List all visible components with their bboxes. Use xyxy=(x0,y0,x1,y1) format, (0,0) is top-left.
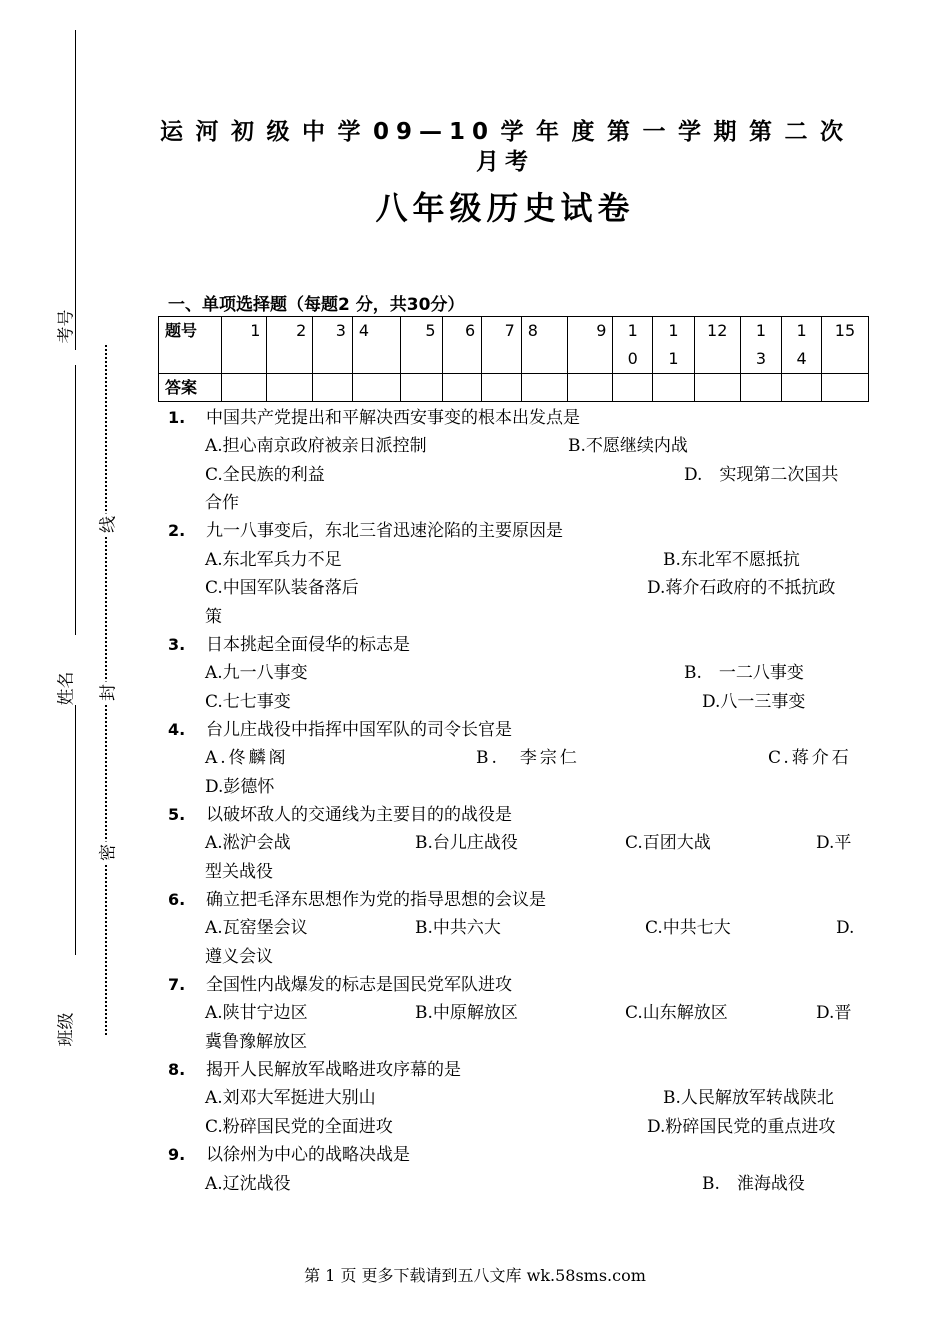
option-a: A.瓦窑堡会议 xyxy=(205,918,308,938)
question-number: 7. xyxy=(168,975,186,994)
question-number: 2. xyxy=(168,521,186,540)
answer-cell[interactable] xyxy=(567,374,613,402)
question-number: 1. xyxy=(168,408,186,427)
option-b: B.不愿继续内战 xyxy=(568,436,688,456)
question-number-row xyxy=(159,317,869,374)
answer-cell[interactable] xyxy=(442,374,482,402)
option-a: A.担心南京政府被亲日派控制 xyxy=(205,436,427,456)
section-heading: 一、单项选择题（每题2 分，共30分） xyxy=(168,295,465,315)
qnum-cell: 9 xyxy=(567,317,613,374)
option-d: D. 实现第二次国共 xyxy=(684,465,839,485)
option-d: D. xyxy=(836,918,855,938)
answer-cell[interactable] xyxy=(613,374,653,402)
question-number: 3. xyxy=(168,635,186,654)
question-number: 5. xyxy=(168,805,186,824)
qnum-cell: 2 xyxy=(267,317,313,374)
exam-title-line1: 运河初级中学09—10学年度第一学期第二次 xyxy=(160,119,850,145)
option-a: A.陕甘宁边区 xyxy=(205,1003,308,1023)
qnum-cell: 4 xyxy=(352,317,400,374)
qnum-cell: 1 0 xyxy=(613,317,653,374)
qnum-cell: 8 xyxy=(521,317,567,374)
answer-cell[interactable] xyxy=(221,374,267,402)
exam-no-label: 考号 xyxy=(56,309,77,344)
option-d: D.晋 xyxy=(816,1003,852,1023)
margin-line-bottom xyxy=(75,705,76,955)
answer-header: 答案 xyxy=(159,374,222,402)
exam-main-title: 八年级历史试卷 xyxy=(375,189,635,227)
question-text: 确立把毛泽东思想作为党的指导思想的会议是 xyxy=(206,890,546,910)
question-text: 以破坏敌人的交通线为主要目的的战役是 xyxy=(206,805,512,825)
option-wrap: 冀鲁豫解放区 xyxy=(205,1032,307,1052)
option-wrap: 型关战役 xyxy=(205,862,273,882)
answer-cell[interactable] xyxy=(400,374,442,402)
option-a: A.淞沪会战 xyxy=(205,833,291,853)
answer-cell[interactable] xyxy=(313,374,353,402)
option-wrap: 遵义会议 xyxy=(205,947,273,967)
question-number: 9. xyxy=(168,1145,186,1164)
qnum-cell: 1 1 xyxy=(653,317,695,374)
qnum-cell: 1 4 xyxy=(782,317,822,374)
qnum-cell: 15 xyxy=(821,317,868,374)
option-b: B.台儿庄战役 xyxy=(415,833,518,853)
question-text: 以徐州为中心的战略决战是 xyxy=(206,1145,410,1165)
option-c: C.蒋介石 xyxy=(768,748,852,768)
seal-line-label: 线 xyxy=(94,514,119,536)
seal-seal-label: 封 xyxy=(94,682,119,704)
class-label: 班级 xyxy=(56,1012,77,1047)
qnum-cell: 1 3 xyxy=(740,317,782,374)
page-footer: 第 1 页 更多下载请到五八文库 wk.58sms.com xyxy=(304,1266,646,1285)
answer-cell[interactable] xyxy=(521,374,567,402)
margin-line-top xyxy=(75,30,76,350)
option-c: C.中共七大 xyxy=(645,918,731,938)
question-text: 台儿庄战役中指挥中国军队的司令长官是 xyxy=(206,720,512,740)
option-a: A.东北军兵力不足 xyxy=(205,550,342,570)
answer-cell[interactable] xyxy=(740,374,782,402)
answer-row xyxy=(159,374,869,402)
option-a: A.辽沈战役 xyxy=(205,1174,291,1194)
answer-cell[interactable] xyxy=(694,374,740,402)
question-text: 揭开人民解放军战略进攻序幕的是 xyxy=(206,1060,461,1080)
option-c: C.中国军队装备落后 xyxy=(205,578,359,598)
answer-cell[interactable] xyxy=(782,374,822,402)
option-a: A.九一八事变 xyxy=(205,663,308,683)
answer-cell[interactable] xyxy=(267,374,313,402)
option-b: B. 一二八事变 xyxy=(684,663,804,683)
name-label: 姓名 xyxy=(56,671,77,706)
qnum-cell: 6 xyxy=(442,317,482,374)
question-text: 九一八事变后，东北三省迅速沦陷的主要原因是 xyxy=(206,521,563,541)
answer-cell[interactable] xyxy=(482,374,522,402)
option-d: D.八一三事变 xyxy=(702,692,806,712)
qnum-cell: 7 xyxy=(482,317,522,374)
option-b: B.人民解放军转战陕北 xyxy=(663,1088,834,1108)
option-c: C.粉碎国民党的全面进攻 xyxy=(205,1117,393,1137)
option-wrap: 策 xyxy=(205,607,222,627)
qnum-cell: 12 xyxy=(694,317,740,374)
option-b: B.东北军不愿抵抗 xyxy=(663,550,800,570)
option-c: C.全民族的利益 xyxy=(205,465,325,485)
qnum-cell: 3 xyxy=(313,317,353,374)
option-b: B.中原解放区 xyxy=(415,1003,518,1023)
question-number: 6. xyxy=(168,890,186,909)
option-a: A.佟麟阁 xyxy=(205,748,289,768)
answer-cell[interactable] xyxy=(653,374,695,402)
option-d: D.粉碎国民党的重点进攻 xyxy=(647,1117,836,1137)
option-wrap: 合作 xyxy=(205,493,239,513)
qnum-cell: 1 xyxy=(221,317,267,374)
option-c: C.百团大战 xyxy=(625,833,711,853)
option-d: D.平 xyxy=(816,833,852,853)
option-c: C.七七事变 xyxy=(205,692,291,712)
answer-table xyxy=(158,316,869,402)
question-number-header: 题号 xyxy=(159,317,222,374)
question-text: 日本挑起全面侵华的标志是 xyxy=(206,635,410,655)
question-text: 中国共产党提出和平解决西安事变的根本出发点是 xyxy=(206,408,580,428)
margin-line-middle xyxy=(75,365,76,635)
answer-cell[interactable] xyxy=(821,374,868,402)
option-c: C.山东解放区 xyxy=(625,1003,728,1023)
qnum-cell: 5 xyxy=(400,317,442,374)
option-b: B. 淮海战役 xyxy=(702,1174,805,1194)
question-text: 全国性内战爆发的标志是国民党军队进攻 xyxy=(206,975,512,995)
option-d: D.蒋介石政府的不抵抗政 xyxy=(647,578,836,598)
option-d: D.彭德怀 xyxy=(205,777,275,797)
question-number: 4. xyxy=(168,720,186,739)
option-b: B. 李宗仁 xyxy=(476,748,580,768)
seal-secret-label: 密 xyxy=(94,842,119,864)
answer-cell[interactable] xyxy=(352,374,400,402)
exam-title-line2: 月考 xyxy=(476,149,534,175)
question-number: 8. xyxy=(168,1060,186,1079)
option-a: A.刘邓大军挺进大别山 xyxy=(205,1088,376,1108)
option-b: B.中共六大 xyxy=(415,918,501,938)
